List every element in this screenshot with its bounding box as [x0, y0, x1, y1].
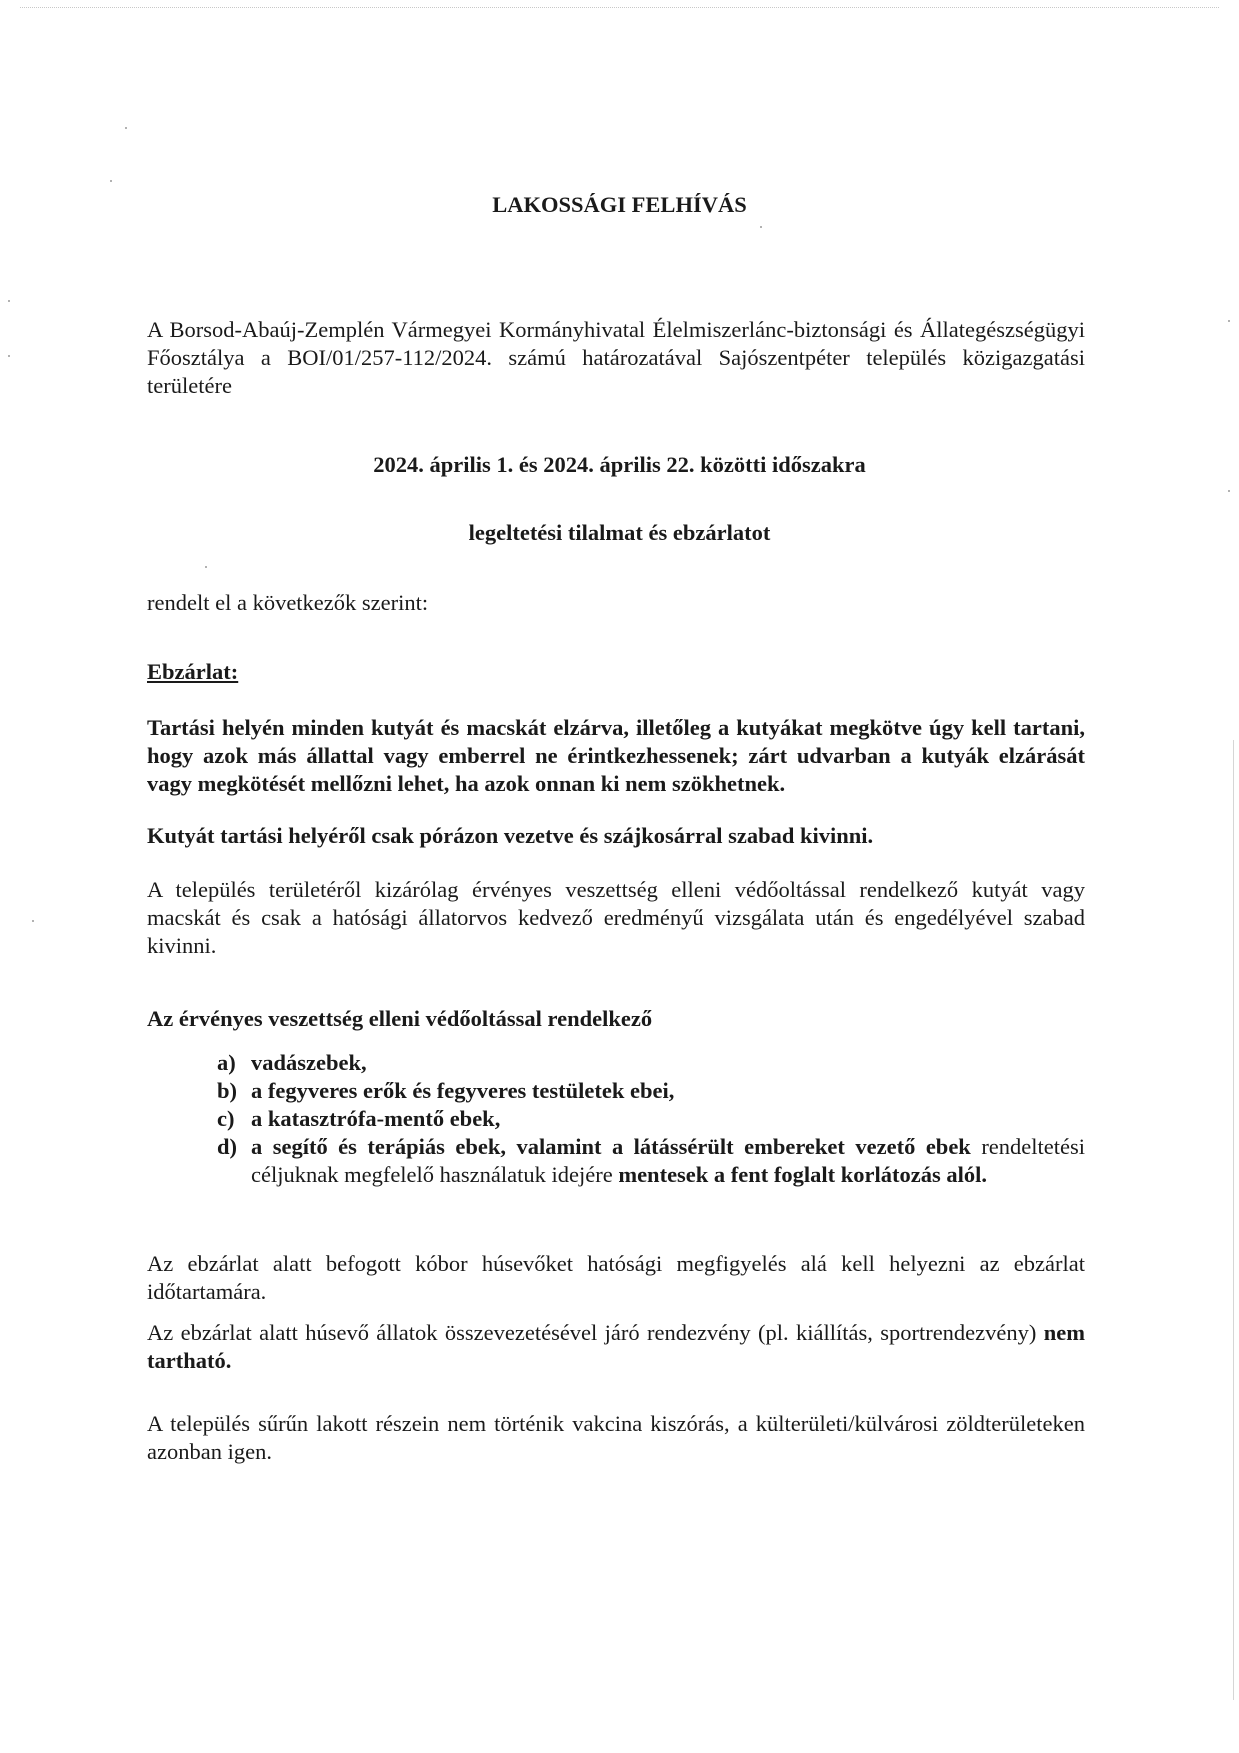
list-item-text-normal: rendeltetési céljuknak megfelelő használatuk idejére	[251, 1134, 1086, 1187]
list-marker: d)	[217, 1134, 238, 1159]
scan-margin-line	[1233, 740, 1234, 1700]
keeping-paragraph: Tartási helyén minden kutyát és macskát elzárva, illetőleg a kutyákat megkötve úgy kell tartani, hogy azok más állattal vagy emberrel ne érintkezhessenek; zárt udvarban a kutyák elzárását vagy megkötését mellőzni lehet, ha azok onnan ki nem szökhetnek.	[147, 715, 1085, 796]
list-marker: a)	[217, 1050, 236, 1075]
scan-edge-dots	[20, 7, 1219, 8]
list-item-text-bold: a segítő és terápiás ebek, valamint a látássérült embereket vezető ebek	[251, 1134, 971, 1159]
list-marker: b)	[217, 1078, 238, 1103]
scan-speck	[110, 180, 112, 182]
scan-speck	[32, 920, 34, 922]
scan-speck	[8, 355, 10, 357]
section-heading: Ebzárlat:	[147, 659, 239, 684]
ordered-line: rendelt el a következők szerint:	[147, 590, 429, 615]
exempt-list	[217, 1049, 1085, 1189]
list-item-text: a fegyveres erők és fegyveres testületek ebei,	[251, 1078, 675, 1103]
scan-speck	[125, 127, 127, 129]
list-item	[217, 1077, 1085, 1105]
events-bold-text: nem tartható.	[147, 1320, 1085, 1373]
list-item-text-bold-end: mentesek a fent foglalt korlátozás alól.	[618, 1162, 988, 1187]
scan-speck	[8, 300, 10, 302]
removal-paragraph: A település területéről kizárólag érvényes veszettség elleni védőoltással rendelkező kutyát vagy macskát és csak a hatósági állatorvos kedvező eredményű vizsgálata után és engedélyével szabad kivinni.	[147, 877, 1085, 958]
list-item-text: vadászebek,	[251, 1050, 367, 1075]
list-item	[217, 1133, 1085, 1189]
vaccine-paragraph: A település sűrűn lakott részein nem történik vakcina kiszórás, a külterületi/külvárosi zöldterületeken azonban igen.	[147, 1411, 1085, 1464]
scan-speck	[1228, 320, 1230, 322]
scan-speck	[1228, 490, 1230, 492]
document-title: LAKOSSÁGI FELHÍVÁS	[492, 192, 747, 217]
list-item	[217, 1105, 1085, 1133]
events-paragraph	[147, 1319, 1085, 1375]
exempt-heading: Az érvényes veszettség elleni védőoltással rendelkező	[147, 1006, 653, 1031]
list-marker: c)	[217, 1106, 235, 1131]
scan-speck	[205, 566, 207, 568]
strays-paragraph: Az ebzárlat alatt befogott kóbor húsevőket hatósági megfigyelés alá kell helyezni az ebzárlat időtartamára.	[147, 1251, 1085, 1304]
measures-line: legeltetési tilalmat és ebzárlatot	[468, 520, 771, 545]
intro-paragraph: A Borsod-Abaúj-Zemplén Vármegyei Kormányhivatal Élelmiszerlánc-biztonsági és Állategészségügyi Főosztálya a BOI/01/257-112/2024. számú határozatával Sajószentpéter település közigazgatási területére	[147, 317, 1085, 398]
list-item	[217, 1049, 1085, 1077]
events-text: Az ebzárlat alatt húsevő állatok összevezetésével járó rendezvény (pl. kiállítás, sportrendezvény)	[147, 1320, 1037, 1345]
leash-paragraph: Kutyát tartási helyéről csak pórázon vezetve és szájkosárral szabad kivinni.	[147, 823, 874, 848]
period-line: 2024. április 1. és 2024. április 22. közötti időszakra	[373, 452, 866, 477]
list-item-text: a katasztrófa-mentő ebek,	[251, 1106, 501, 1131]
scan-speck	[760, 226, 762, 228]
